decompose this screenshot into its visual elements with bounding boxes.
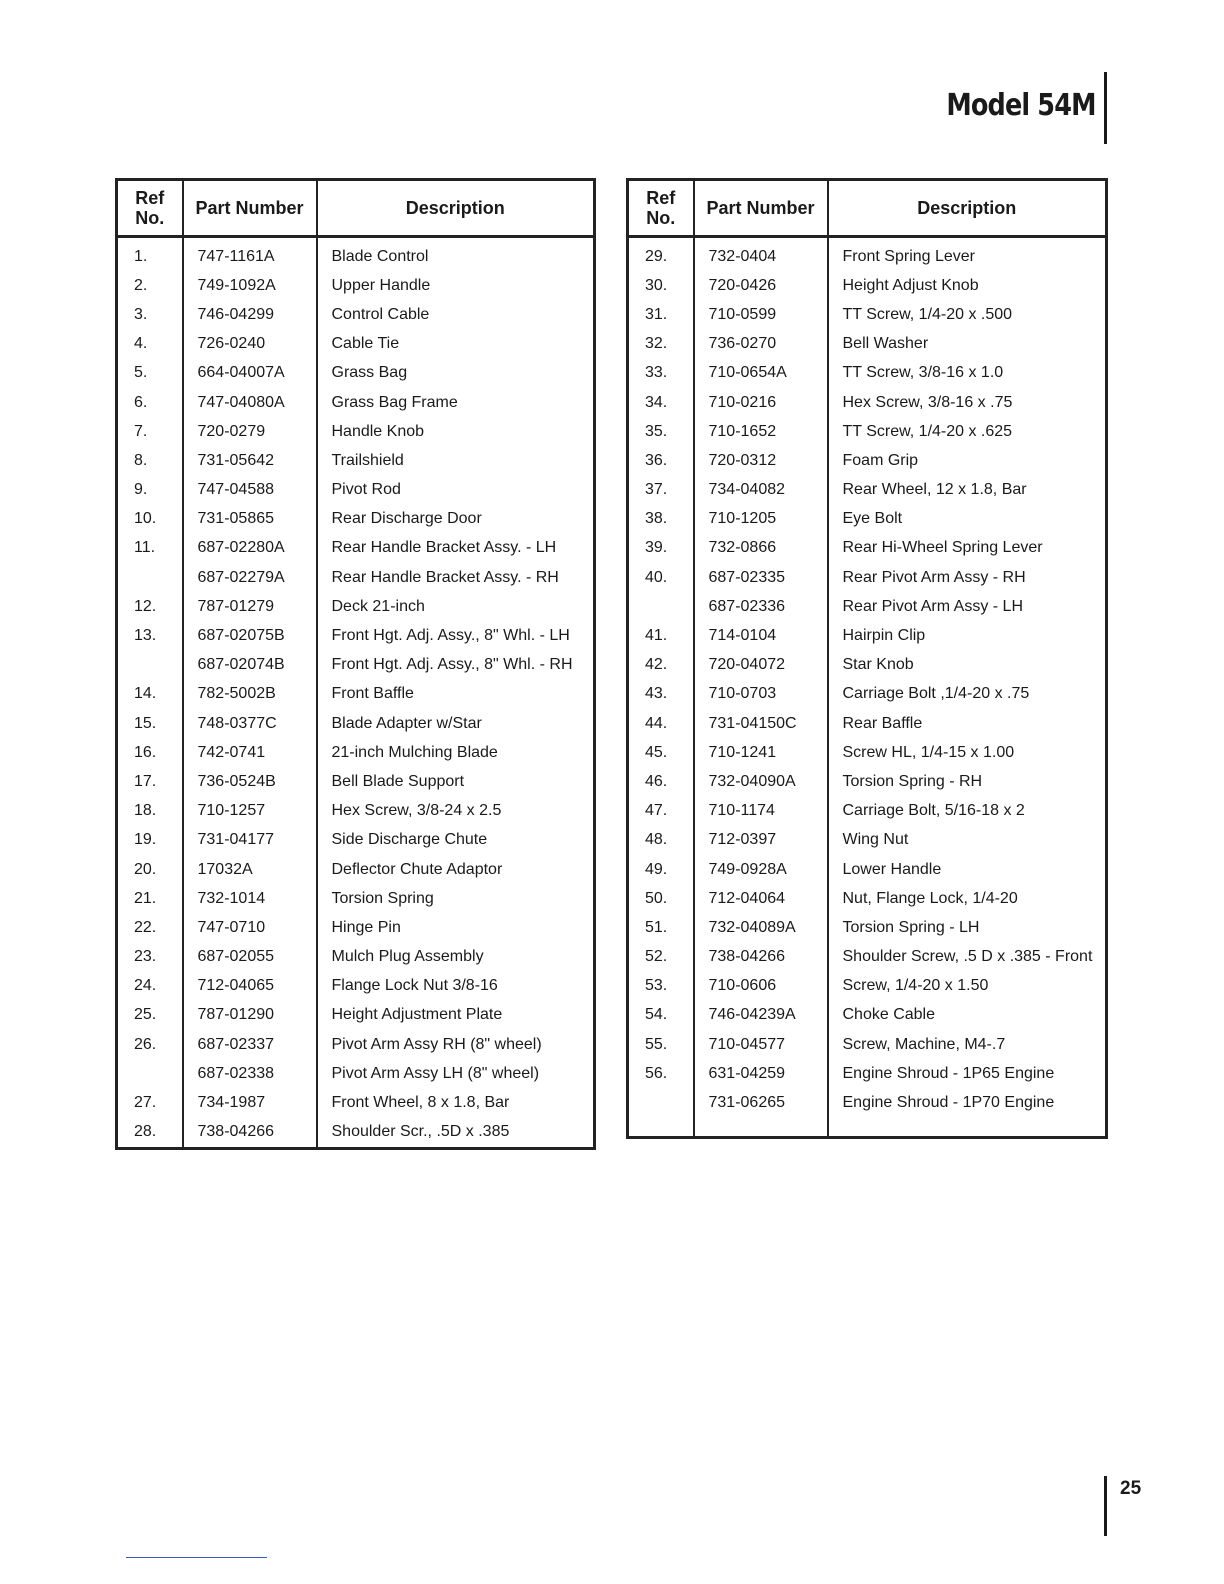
description-cell: Nut, Flange Lock, 1/4-20: [828, 884, 1107, 913]
page-number-divider: [1104, 1476, 1107, 1536]
empty-cell: [828, 1118, 1107, 1138]
description-cell: Pivot Rod: [317, 476, 595, 505]
ref-cell: 13.: [117, 621, 183, 650]
table-row: [117, 592, 595, 621]
description-cell: Eye Bolt: [828, 505, 1107, 534]
description-cell: Rear Wheel, 12 x 1.8, Bar: [828, 476, 1107, 505]
part-number-cell: 731-05865: [183, 505, 317, 534]
table-row: [117, 534, 595, 563]
table-row: [117, 884, 595, 913]
ref-cell: 1.: [117, 237, 183, 272]
part-number-cell: 747-04588: [183, 476, 317, 505]
ref-cell: 47.: [628, 797, 694, 826]
table-row: [628, 592, 1107, 621]
table-row: [117, 237, 595, 272]
ref-cell: 40.: [628, 563, 694, 592]
ref-cell: 4.: [117, 330, 183, 359]
part-number-cell: 734-1987: [183, 1088, 317, 1117]
table-row: [628, 651, 1107, 680]
part-number-cell: 736-0524B: [183, 767, 317, 796]
part-number-cell: 748-0377C: [183, 709, 317, 738]
part-number-cell: 710-1257: [183, 797, 317, 826]
description-cell: Torsion Spring: [317, 884, 595, 913]
ref-cell: 25.: [117, 1001, 183, 1030]
description-cell: Flange Lock Nut 3/8-16: [317, 972, 595, 1001]
ref-cell: 14.: [117, 680, 183, 709]
ref-cell: [117, 563, 183, 592]
title-divider: [1104, 72, 1107, 144]
description-cell: Cable Tie: [317, 330, 595, 359]
part-number-cell: 747-04080A: [183, 388, 317, 417]
description-cell: Front Hgt. Adj. Assy., 8" Whl. - LH: [317, 621, 595, 650]
ref-cell: 10.: [117, 505, 183, 534]
description-cell: Star Knob: [828, 651, 1107, 680]
ref-cell: 53.: [628, 972, 694, 1001]
part-number-cell: 732-0404: [694, 237, 828, 272]
ref-cell: [628, 1088, 694, 1117]
part-number-cell: 710-1174: [694, 797, 828, 826]
table-row: [628, 884, 1107, 913]
description-cell: Rear Pivot Arm Assy - RH: [828, 563, 1107, 592]
ref-cell: 8.: [117, 446, 183, 475]
part-number-cell: 712-0397: [694, 826, 828, 855]
description-cell: Rear Baffle: [828, 709, 1107, 738]
description-cell: Rear Handle Bracket Assy. - LH: [317, 534, 595, 563]
ref-cell: 38.: [628, 505, 694, 534]
description-cell: Grass Bag: [317, 359, 595, 388]
part-number-cell: 726-0240: [183, 330, 317, 359]
column-header-ref: Ref No.: [628, 180, 694, 237]
table-row: [117, 330, 595, 359]
description-cell: Torsion Spring - RH: [828, 767, 1107, 796]
part-number-cell: 687-02337: [183, 1030, 317, 1059]
part-number-cell: 720-0279: [183, 417, 317, 446]
column-header-ref: Ref No.: [117, 180, 183, 237]
table-row: [628, 417, 1107, 446]
part-number-cell: 710-04577: [694, 1030, 828, 1059]
table-row: [628, 797, 1107, 826]
ref-cell: 21.: [117, 884, 183, 913]
description-cell: Hairpin Clip: [828, 621, 1107, 650]
part-number-cell: 710-0606: [694, 972, 828, 1001]
ref-cell: 39.: [628, 534, 694, 563]
part-number-cell: 710-1652: [694, 417, 828, 446]
ref-cell: 30.: [628, 271, 694, 300]
ref-cell: 44.: [628, 709, 694, 738]
table-row: [117, 738, 595, 767]
part-number-cell: 687-02074B: [183, 651, 317, 680]
part-number-cell: 738-04266: [183, 1118, 317, 1149]
description-cell: Handle Knob: [317, 417, 595, 446]
ref-cell: 43.: [628, 680, 694, 709]
part-number-cell: 687-02279A: [183, 563, 317, 592]
ref-cell: 2.: [117, 271, 183, 300]
description-cell: Front Baffle: [317, 680, 595, 709]
part-number-cell: 732-1014: [183, 884, 317, 913]
ref-cell: 17.: [117, 767, 183, 796]
description-cell: Screw, Machine, M4-.7: [828, 1030, 1107, 1059]
table-row: [117, 855, 595, 884]
part-number-cell: 732-04090A: [694, 767, 828, 796]
part-number-cell: 710-1241: [694, 738, 828, 767]
table-row: [628, 826, 1107, 855]
part-number-cell: 746-04299: [183, 300, 317, 329]
column-header-description: Description: [828, 180, 1107, 237]
table-row: [117, 417, 595, 446]
column-header-description: Description: [317, 180, 595, 237]
table-row: [117, 826, 595, 855]
part-number-cell: 746-04239A: [694, 1001, 828, 1030]
ref-cell: 51.: [628, 913, 694, 942]
part-number-cell: 749-0928A: [694, 855, 828, 884]
ref-cell: 22.: [117, 913, 183, 942]
part-number-cell: 747-0710: [183, 913, 317, 942]
table-row: [628, 505, 1107, 534]
ref-cell: 33.: [628, 359, 694, 388]
part-number-cell: 749-1092A: [183, 271, 317, 300]
description-cell: Grass Bag Frame: [317, 388, 595, 417]
ref-cell: 56.: [628, 1059, 694, 1088]
part-number-cell: 714-0104: [694, 621, 828, 650]
ref-cell: 6.: [117, 388, 183, 417]
table-filler-row: [628, 1118, 1107, 1138]
ref-cell: 18.: [117, 797, 183, 826]
description-cell: Deflector Chute Adaptor: [317, 855, 595, 884]
column-header-part-number: Part Number: [183, 180, 317, 237]
ref-cell: 16.: [117, 738, 183, 767]
table-row: [628, 563, 1107, 592]
table-row: [628, 680, 1107, 709]
ref-cell: 46.: [628, 767, 694, 796]
description-cell: Height Adjust Knob: [828, 271, 1107, 300]
description-cell: Front Wheel, 8 x 1.8, Bar: [317, 1088, 595, 1117]
description-cell: Torsion Spring - LH: [828, 913, 1107, 942]
table-row: [628, 446, 1107, 475]
part-number-cell: 687-02075B: [183, 621, 317, 650]
part-number-cell: 687-02336: [694, 592, 828, 621]
ref-cell: [117, 1059, 183, 1088]
table-row: [117, 943, 595, 972]
part-number-cell: 747-1161A: [183, 237, 317, 272]
table-row: [628, 709, 1107, 738]
table-row: [628, 359, 1107, 388]
part-number-cell: 720-04072: [694, 651, 828, 680]
description-cell: Mulch Plug Assembly: [317, 943, 595, 972]
description-cell: Carriage Bolt, 5/16-18 x 2: [828, 797, 1107, 826]
part-number-cell: 664-04007A: [183, 359, 317, 388]
table-row: [628, 1030, 1107, 1059]
part-number-cell: 731-04150C: [694, 709, 828, 738]
description-cell: Front Spring Lever: [828, 237, 1107, 272]
part-number-cell: 17032A: [183, 855, 317, 884]
table-row: [117, 446, 595, 475]
part-number-cell: 710-0216: [694, 388, 828, 417]
empty-cell: [694, 1118, 828, 1138]
table-row: [117, 680, 595, 709]
ref-cell: 15.: [117, 709, 183, 738]
ref-cell: 35.: [628, 417, 694, 446]
table-row: [628, 738, 1107, 767]
ref-cell: [117, 651, 183, 680]
table-row: [628, 271, 1107, 300]
ref-cell: 41.: [628, 621, 694, 650]
part-number-cell: 687-02055: [183, 943, 317, 972]
description-cell: Hinge Pin: [317, 913, 595, 942]
parts-table-left: [115, 178, 596, 1150]
description-cell: Front Hgt. Adj. Assy., 8" Whl. - RH: [317, 651, 595, 680]
table-row: [628, 388, 1107, 417]
table-row: [628, 621, 1107, 650]
table-row: [117, 621, 595, 650]
description-cell: Blade Control: [317, 237, 595, 272]
description-cell: Bell Washer: [828, 330, 1107, 359]
empty-cell: [628, 1118, 694, 1138]
description-cell: 21-inch Mulching Blade: [317, 738, 595, 767]
description-cell: Pivot Arm Assy LH (8" wheel): [317, 1059, 595, 1088]
ref-cell: 27.: [117, 1088, 183, 1117]
part-number-cell: 687-02338: [183, 1059, 317, 1088]
description-cell: Hex Screw, 3/8-24 x 2.5: [317, 797, 595, 826]
table-row: [628, 943, 1107, 972]
table-row: [628, 972, 1107, 1001]
ref-cell: 3.: [117, 300, 183, 329]
ref-cell: 20.: [117, 855, 183, 884]
description-cell: Control Cable: [317, 300, 595, 329]
ref-cell: 34.: [628, 388, 694, 417]
part-number-cell: 710-0654A: [694, 359, 828, 388]
table-row: [117, 972, 595, 1001]
part-number-cell: 787-01290: [183, 1001, 317, 1030]
ref-cell: 55.: [628, 1030, 694, 1059]
description-cell: Rear Pivot Arm Assy - LH: [828, 592, 1107, 621]
description-cell: Rear Handle Bracket Assy. - RH: [317, 563, 595, 592]
description-cell: Carriage Bolt ,1/4-20 x .75: [828, 680, 1107, 709]
description-cell: Choke Cable: [828, 1001, 1107, 1030]
description-cell: Bell Blade Support: [317, 767, 595, 796]
table-row: [628, 476, 1107, 505]
description-cell: Shoulder Scr., .5D x .385: [317, 1118, 595, 1149]
part-number-cell: 710-1205: [694, 505, 828, 534]
part-number-cell: 782-5002B: [183, 680, 317, 709]
description-cell: Engine Shroud - 1P65 Engine: [828, 1059, 1107, 1088]
table-row: [117, 767, 595, 796]
table-row: [628, 300, 1107, 329]
description-cell: Screw HL, 1/4-15 x 1.00: [828, 738, 1107, 767]
part-number-cell: 732-0866: [694, 534, 828, 563]
table-row: [628, 534, 1107, 563]
ref-cell: 29.: [628, 237, 694, 272]
part-number-cell: 712-04064: [694, 884, 828, 913]
part-number-cell: 631-04259: [694, 1059, 828, 1088]
ref-cell: 52.: [628, 943, 694, 972]
table-row: [117, 651, 595, 680]
ref-cell: 12.: [117, 592, 183, 621]
table-row: [117, 1059, 595, 1088]
description-cell: Trailshield: [317, 446, 595, 475]
table-row: [117, 1088, 595, 1117]
part-number-cell: 731-05642: [183, 446, 317, 475]
column-header-part-number: Part Number: [694, 180, 828, 237]
ref-cell: 50.: [628, 884, 694, 913]
table-row: [117, 709, 595, 738]
table-row: [628, 1001, 1107, 1030]
description-cell: Height Adjustment Plate: [317, 1001, 595, 1030]
part-number-cell: 687-02280A: [183, 534, 317, 563]
table-row: [117, 563, 595, 592]
table-row: [628, 330, 1107, 359]
table-row: [117, 388, 595, 417]
ref-cell: 7.: [117, 417, 183, 446]
description-cell: TT Screw, 1/4-20 x .500: [828, 300, 1107, 329]
part-number-cell: 742-0741: [183, 738, 317, 767]
ref-cell: 26.: [117, 1030, 183, 1059]
parts-table-right: [626, 178, 1108, 1139]
part-number-cell: 736-0270: [694, 330, 828, 359]
description-cell: Wing Nut: [828, 826, 1107, 855]
ref-cell: 19.: [117, 826, 183, 855]
table-row: [117, 1118, 595, 1149]
part-number-cell: 710-0599: [694, 300, 828, 329]
part-number-cell: 732-04089A: [694, 913, 828, 942]
part-number-cell: 731-06265: [694, 1088, 828, 1117]
description-cell: Upper Handle: [317, 271, 595, 300]
ref-cell: 28.: [117, 1118, 183, 1149]
ref-cell: 24.: [117, 972, 183, 1001]
part-number-cell: 731-04177: [183, 826, 317, 855]
ref-cell: 48.: [628, 826, 694, 855]
table-row: [117, 476, 595, 505]
ref-cell: 54.: [628, 1001, 694, 1030]
ref-cell: 9.: [117, 476, 183, 505]
description-cell: Rear Hi-Wheel Spring Lever: [828, 534, 1107, 563]
table-row: [628, 237, 1107, 272]
description-cell: Rear Discharge Door: [317, 505, 595, 534]
part-number-cell: 710-0703: [694, 680, 828, 709]
part-number-cell: 734-04082: [694, 476, 828, 505]
description-cell: TT Screw, 1/4-20 x .625: [828, 417, 1107, 446]
model-title: Model 54M: [946, 88, 1096, 123]
description-cell: TT Screw, 3/8-16 x 1.0: [828, 359, 1107, 388]
page-number: 25: [1120, 1478, 1142, 1499]
description-cell: Foam Grip: [828, 446, 1107, 475]
description-cell: Screw, 1/4-20 x 1.50: [828, 972, 1107, 1001]
table-row: [117, 1030, 595, 1059]
ref-cell: 37.: [628, 476, 694, 505]
footer-rule: [126, 1557, 267, 1558]
table-row: [117, 359, 595, 388]
part-number-cell: 720-0312: [694, 446, 828, 475]
table-row: [628, 767, 1107, 796]
table-row: [628, 855, 1107, 884]
ref-cell: 45.: [628, 738, 694, 767]
description-cell: Blade Adapter w/Star: [317, 709, 595, 738]
table-row: [117, 271, 595, 300]
ref-cell: [628, 592, 694, 621]
table-row: [628, 1059, 1107, 1088]
ref-cell: 23.: [117, 943, 183, 972]
table-row: [628, 913, 1107, 942]
table-row: [117, 300, 595, 329]
table-row: [117, 505, 595, 534]
ref-cell: 49.: [628, 855, 694, 884]
description-cell: Lower Handle: [828, 855, 1107, 884]
part-number-cell: 787-01279: [183, 592, 317, 621]
description-cell: Shoulder Screw, .5 D x .385 - Front: [828, 943, 1107, 972]
ref-cell: 42.: [628, 651, 694, 680]
table-row: [117, 797, 595, 826]
table-row: [117, 913, 595, 942]
ref-cell: 11.: [117, 534, 183, 563]
table-row: [117, 1001, 595, 1030]
part-number-cell: 687-02335: [694, 563, 828, 592]
table-row: [628, 1088, 1107, 1117]
part-number-cell: 712-04065: [183, 972, 317, 1001]
ref-cell: 5.: [117, 359, 183, 388]
description-cell: Side Discharge Chute: [317, 826, 595, 855]
description-cell: Engine Shroud - 1P70 Engine: [828, 1088, 1107, 1117]
ref-cell: 32.: [628, 330, 694, 359]
part-number-cell: 720-0426: [694, 271, 828, 300]
description-cell: Deck 21-inch: [317, 592, 595, 621]
description-cell: Pivot Arm Assy RH (8" wheel): [317, 1030, 595, 1059]
description-cell: Hex Screw, 3/8-16 x .75: [828, 388, 1107, 417]
ref-cell: 36.: [628, 446, 694, 475]
part-number-cell: 738-04266: [694, 943, 828, 972]
ref-cell: 31.: [628, 300, 694, 329]
